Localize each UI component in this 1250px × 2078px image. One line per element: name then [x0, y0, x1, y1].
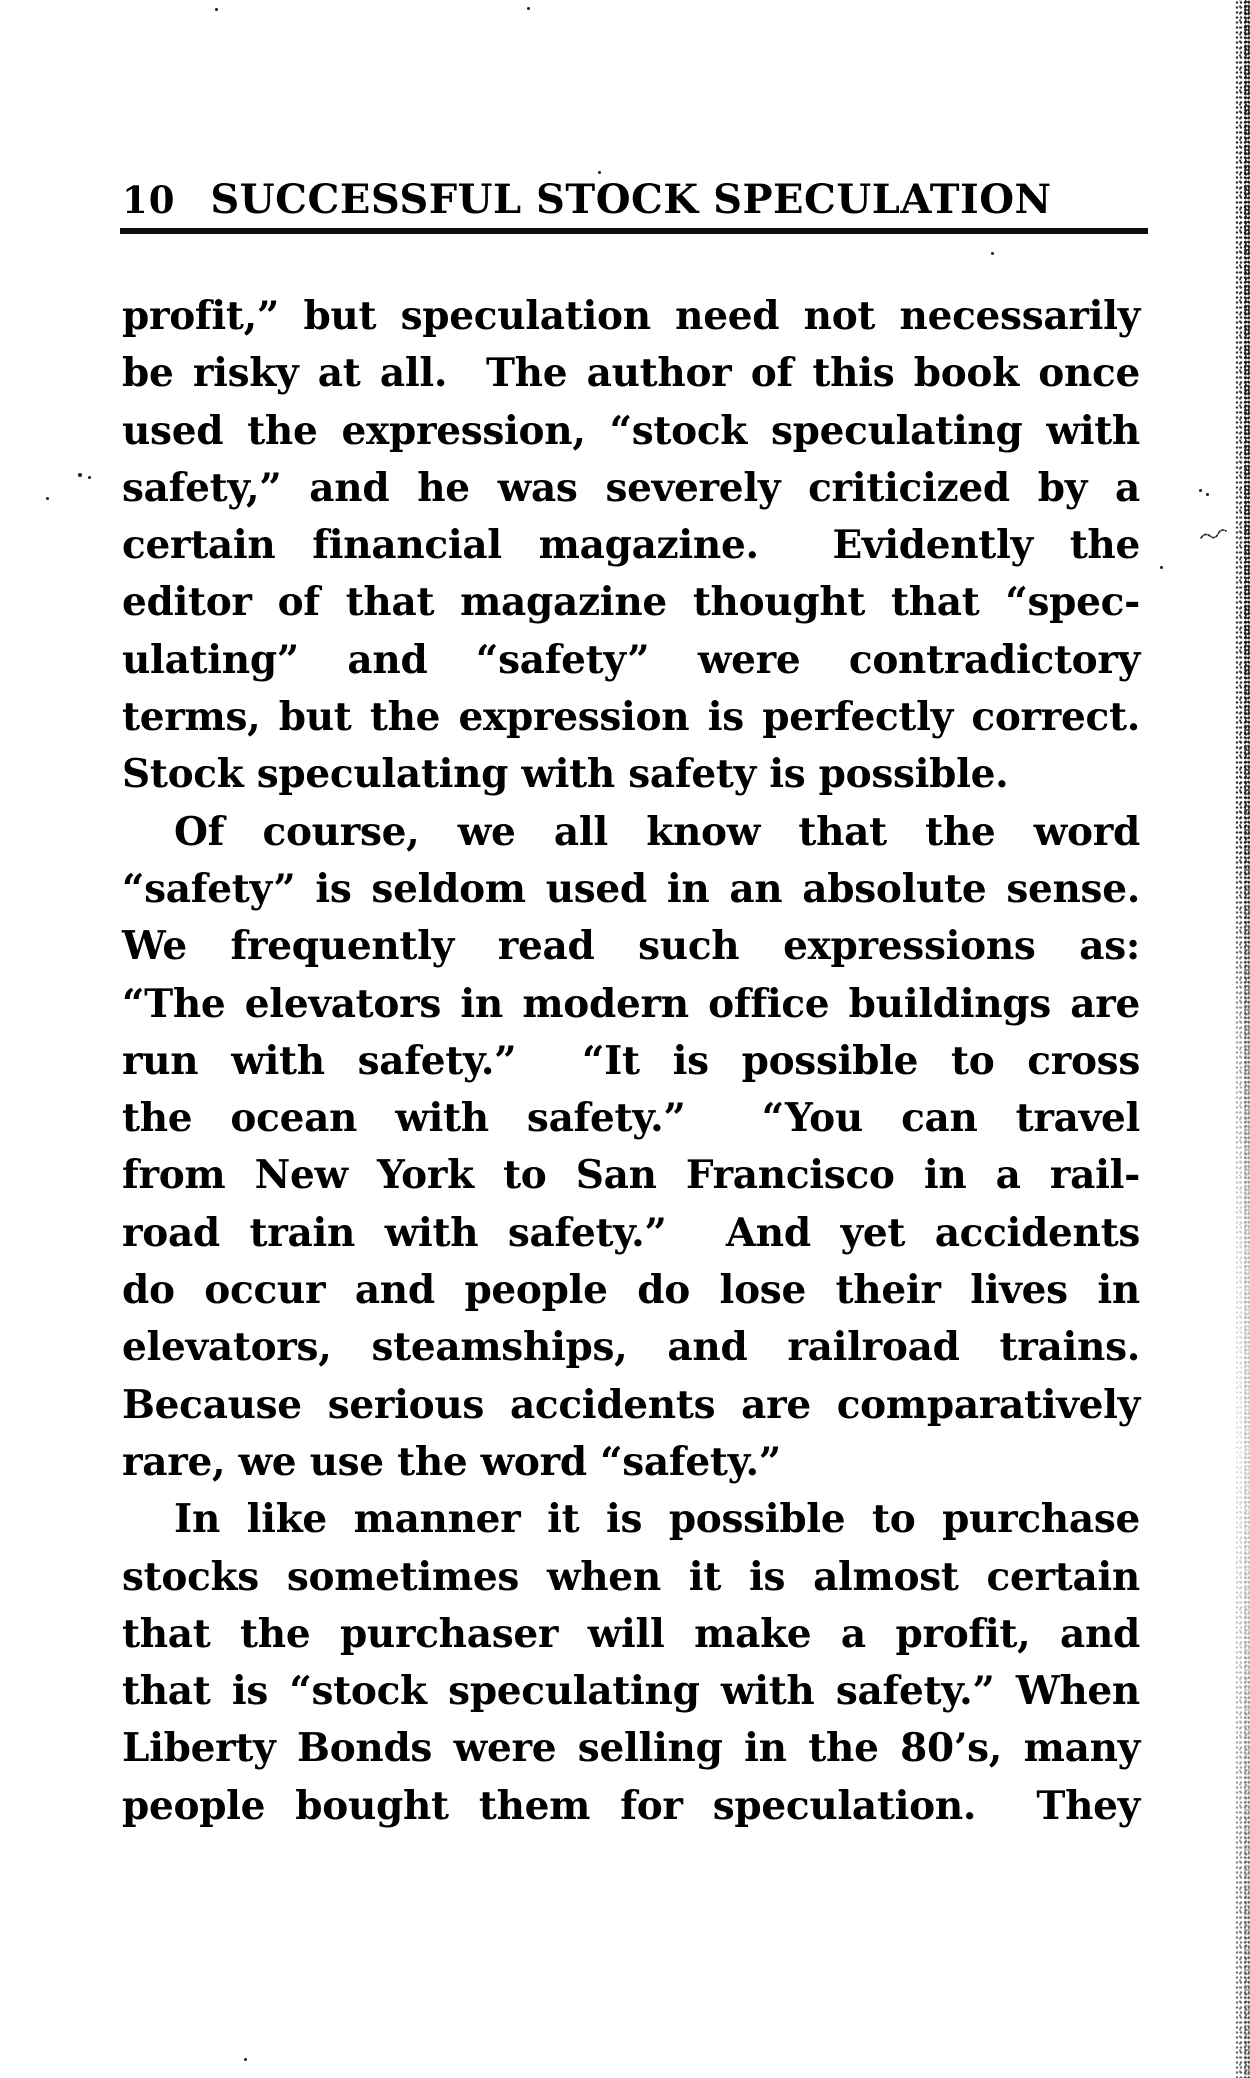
text-line: run with safety.” “It is possible to cross: [122, 1037, 1140, 1084]
scan-speck: [1160, 566, 1163, 569]
text-line: Stock speculating with safety is possible.: [122, 751, 1009, 798]
page-body: [122, 288, 1140, 1835]
running-title: SUCCESSFUL STOCK SPECULATION: [210, 176, 1052, 223]
text-line: Of course, we all know that the word: [174, 808, 1140, 855]
text-line: Liberty Bonds were selling in the 80’s, many: [122, 1725, 1140, 1772]
text-line: “safety” is seldom used in an absolute sense.: [122, 865, 1140, 912]
text-line: “The elevators in modern office buildings are: [122, 980, 1140, 1027]
text-line: that the purchaser will make a profit, and: [122, 1610, 1140, 1657]
text-line: from New York to San Francisco in a rail-: [122, 1152, 1140, 1199]
text-line: ulating” and “safety” were contradictory: [122, 636, 1140, 683]
page-number: 10: [122, 178, 176, 222]
scan-speck: [46, 497, 49, 500]
scan-speck: [215, 8, 218, 11]
text-line: be risky at all. The author of this book once: [122, 350, 1140, 397]
scan-edge-noise-dense: [1244, 0, 1250, 2078]
text-line: In like manner it is possible to purchase: [174, 1496, 1140, 1543]
text-line: people bought them for speculation. They: [122, 1782, 1140, 1829]
scan-speck: [78, 473, 82, 477]
text-line: terms, but the expression is perfectly correct.: [122, 694, 1140, 741]
text-line: Because serious accidents are comparatively: [122, 1381, 1140, 1428]
text-line: elevators, steamships, and railroad trains.: [122, 1324, 1140, 1371]
header-rule: [120, 228, 1148, 234]
scan-speck: [244, 2058, 247, 2061]
scan-speck: [1206, 493, 1209, 496]
text-line: used the expression, “stock speculating with: [122, 407, 1140, 454]
scan-speck: [88, 476, 91, 479]
text-line: rare, we use the word “safety.”: [122, 1438, 781, 1485]
scan-speck: [1199, 489, 1202, 492]
text-line: profit,” but speculation need not necessarily: [122, 293, 1140, 339]
scan-speck: [598, 171, 601, 174]
text-line: editor of that magazine thought that “spec-: [122, 579, 1140, 626]
text-line: stocks sometimes when it is almost certain: [122, 1553, 1140, 1600]
scan-speck: [991, 252, 994, 255]
text-line: road train with safety.” And yet accidents: [122, 1209, 1140, 1256]
text-line: certain financial magazine. Evidently the: [122, 522, 1140, 569]
text-line: do occur and people do lose their lives in: [122, 1267, 1140, 1314]
text-line: safety,” and he was severely criticized by a: [122, 464, 1140, 511]
text-line: We frequently read such expressions as:: [122, 923, 1140, 970]
text-line: that is “stock speculating with safety.” When: [122, 1668, 1140, 1715]
scan-speck: [527, 7, 530, 10]
text-line: the ocean with safety.” “You can travel: [122, 1095, 1140, 1142]
ink-squiggle-mark: [1200, 528, 1228, 542]
